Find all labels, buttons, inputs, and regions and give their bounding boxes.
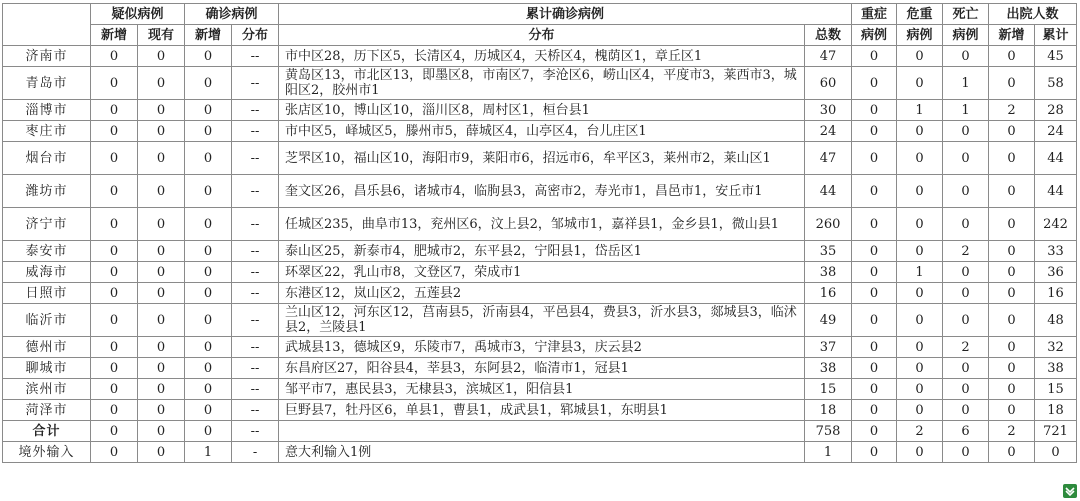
cell-dist: 张店区10，博山区10，淄川区8，周村区1，桓台县1 — [279, 100, 805, 121]
cell-death: 0 — [943, 121, 989, 142]
cell-dist: 东昌府区27，阳谷县4，莘县3，东阿县2，临清市1，冠县1 — [279, 358, 805, 379]
cell-severe: 0 — [852, 262, 897, 283]
cell-sus-new: 0 — [91, 100, 138, 121]
cell-conf-dist: -- — [232, 304, 279, 337]
cell-dis-cum: 32 — [1035, 337, 1077, 358]
cell-conf-new: 0 — [185, 337, 232, 358]
cell-total: 49 — [805, 304, 852, 337]
cell-conf-new: 0 — [185, 142, 232, 175]
cell-death: 0 — [943, 379, 989, 400]
cell-death: 1 — [943, 100, 989, 121]
cell-total: 1 — [805, 442, 852, 463]
cell-death: 0 — [943, 175, 989, 208]
cell-dist: 黄岛区13，市北区13，即墨区8，市南区7，李沧区6，崂山区4，平度市3，莱西市3，城阳区2，胶州市1 — [279, 67, 805, 100]
cell-sus-new: 0 — [91, 421, 138, 442]
cell-dis-new: 0 — [989, 442, 1035, 463]
cell-sus-new: 0 — [91, 46, 138, 67]
cell-dis-cum: 44 — [1035, 175, 1077, 208]
cell-conf-dist: -- — [232, 142, 279, 175]
cell-conf-new: 0 — [185, 208, 232, 241]
table-row — [3, 241, 1077, 262]
cell-dis-new: 0 — [989, 208, 1035, 241]
table-row — [3, 67, 1077, 100]
cell-city: 济南市 — [3, 46, 91, 67]
cell-dis-new: 0 — [989, 400, 1035, 421]
cell-severe: 0 — [852, 337, 897, 358]
cell-sus-new: 0 — [91, 241, 138, 262]
cell-city: 济宁市 — [3, 208, 91, 241]
header-suspected: 疑似病例 — [91, 4, 185, 25]
cell-sus-cur: 0 — [138, 358, 185, 379]
cell-sus-cur: 0 — [138, 67, 185, 100]
cell-conf-new: 0 — [185, 46, 232, 67]
cell-total: 37 — [805, 337, 852, 358]
sub-cum-total: 总数 — [805, 25, 852, 46]
cell-conf-new: 0 — [185, 358, 232, 379]
cell-dist: 市中区5，峄城区5，滕州市5，薛城区4，山亭区4，台儿庄区1 — [279, 121, 805, 142]
cell-critical: 2 — [897, 421, 943, 442]
cell-dis-new: 2 — [989, 421, 1035, 442]
cell-death: 0 — [943, 262, 989, 283]
cell-dis-cum: 36 — [1035, 262, 1077, 283]
cell-city: 烟台市 — [3, 142, 91, 175]
sub-cum-dist: 分布 — [279, 25, 805, 46]
cell-severe: 0 — [852, 121, 897, 142]
cell-conf-new: 0 — [185, 100, 232, 121]
table-row — [3, 379, 1077, 400]
cell-dis-cum: 28 — [1035, 100, 1077, 121]
cell-dist: 奎文区26，昌乐县6，诸城市4，临朐县3，高密市2，寿光市1，昌邑市1，安丘市1 — [279, 175, 805, 208]
cell-dis-cum: 48 — [1035, 304, 1077, 337]
cell-death: 0 — [943, 46, 989, 67]
cell-death: 0 — [943, 400, 989, 421]
cell-sus-new: 0 — [91, 262, 138, 283]
cell-conf-new: 0 — [185, 400, 232, 421]
cell-conf-dist: -- — [232, 400, 279, 421]
cell-dis-cum: 38 — [1035, 358, 1077, 379]
header-confirmed: 确诊病例 — [185, 4, 279, 25]
cell-city: 合计 — [3, 421, 91, 442]
cell-sus-cur: 0 — [138, 379, 185, 400]
cell-total: 260 — [805, 208, 852, 241]
cell-conf-new: 0 — [185, 67, 232, 100]
cell-severe: 0 — [852, 400, 897, 421]
cell-critical: 0 — [897, 283, 943, 304]
cell-sus-new: 0 — [91, 175, 138, 208]
cell-death: 0 — [943, 142, 989, 175]
cell-sus-cur: 0 — [138, 442, 185, 463]
table-row — [3, 121, 1077, 142]
corner-badge-icon — [1063, 484, 1077, 498]
cell-conf-dist: -- — [232, 46, 279, 67]
cell-death: 1 — [943, 67, 989, 100]
table-row — [3, 175, 1077, 208]
cell-sus-new: 0 — [91, 337, 138, 358]
table-row — [3, 283, 1077, 304]
cell-conf-dist: - — [232, 442, 279, 463]
cell-death: 0 — [943, 283, 989, 304]
cell-death: 0 — [943, 442, 989, 463]
cell-dis-cum: 45 — [1035, 46, 1077, 67]
cell-total: 15 — [805, 379, 852, 400]
cell-city: 聊城市 — [3, 358, 91, 379]
cell-conf-dist: -- — [232, 421, 279, 442]
header-row-top — [3, 4, 1077, 25]
cell-dis-cum: 721 — [1035, 421, 1077, 442]
cell-critical: 0 — [897, 46, 943, 67]
header-cumulative: 累计确诊病例 — [279, 4, 852, 25]
cell-severe: 0 — [852, 208, 897, 241]
cell-critical: 0 — [897, 304, 943, 337]
cell-dis-cum: 15 — [1035, 379, 1077, 400]
cell-sus-new: 0 — [91, 121, 138, 142]
cell-severe: 0 — [852, 283, 897, 304]
cell-dis-new: 0 — [989, 379, 1035, 400]
sub-severe: 病例 — [852, 25, 897, 46]
cell-city: 泰安市 — [3, 241, 91, 262]
sub-conf-new: 新增 — [185, 25, 232, 46]
cell-sus-new: 0 — [91, 400, 138, 421]
cell-total: 47 — [805, 142, 852, 175]
table-row — [3, 358, 1077, 379]
cell-total: 24 — [805, 121, 852, 142]
cell-conf-new: 0 — [185, 379, 232, 400]
table-row — [3, 337, 1077, 358]
cell-severe: 0 — [852, 442, 897, 463]
cell-dis-cum: 58 — [1035, 67, 1077, 100]
cell-sus-new: 0 — [91, 379, 138, 400]
cell-critical: 0 — [897, 175, 943, 208]
cell-sus-cur: 0 — [138, 337, 185, 358]
cell-critical: 0 — [897, 208, 943, 241]
cell-conf-dist: -- — [232, 121, 279, 142]
cell-critical: 0 — [897, 121, 943, 142]
cell-sus-cur: 0 — [138, 283, 185, 304]
cell-conf-new: 0 — [185, 121, 232, 142]
cell-dist: 武城县13，德城区9，乐陵市7，禹城市3，宁津县3，庆云县2 — [279, 337, 805, 358]
cell-dis-new: 0 — [989, 304, 1035, 337]
cell-critical: 1 — [897, 262, 943, 283]
cell-city: 德州市 — [3, 337, 91, 358]
cell-dis-new: 0 — [989, 142, 1035, 175]
cell-total: 758 — [805, 421, 852, 442]
header-severe: 重症 — [852, 4, 897, 25]
cell-dis-new: 0 — [989, 175, 1035, 208]
cell-critical: 0 — [897, 142, 943, 175]
cell-severe: 0 — [852, 358, 897, 379]
cell-sus-cur: 0 — [138, 100, 185, 121]
cell-critical: 0 — [897, 400, 943, 421]
cell-death: 0 — [943, 358, 989, 379]
cell-dist: 巨野县7，牡丹区6，单县1，曹县1，成武县1，郓城县1，东明县1 — [279, 400, 805, 421]
sub-death: 病例 — [943, 25, 989, 46]
cell-death: 0 — [943, 208, 989, 241]
covid-stats-table — [2, 3, 1077, 463]
cell-conf-new: 0 — [185, 262, 232, 283]
cell-dis-new: 0 — [989, 67, 1035, 100]
cell-dis-new: 0 — [989, 283, 1035, 304]
table-row — [3, 100, 1077, 121]
cell-conf-new: 0 — [185, 304, 232, 337]
cell-sus-cur: 0 — [138, 304, 185, 337]
cell-conf-dist: -- — [232, 241, 279, 262]
cell-total: 30 — [805, 100, 852, 121]
cell-severe: 0 — [852, 421, 897, 442]
cell-city: 潍坊市 — [3, 175, 91, 208]
sub-dis-new: 新增 — [989, 25, 1035, 46]
cell-dist: 泰山区25，新泰市4，肥城市2，东平县2，宁阳县1，岱岳区1 — [279, 241, 805, 262]
cell-sus-new: 0 — [91, 283, 138, 304]
cell-dis-cum: 0 — [1035, 442, 1077, 463]
cell-total: 38 — [805, 358, 852, 379]
header-city — [3, 4, 91, 46]
cell-death: 2 — [943, 337, 989, 358]
cell-total: 18 — [805, 400, 852, 421]
cell-dist: 东港区12，岚山区2，五莲县2 — [279, 283, 805, 304]
table-body — [3, 46, 1077, 463]
cell-sus-new: 0 — [91, 304, 138, 337]
cell-dis-new: 0 — [989, 241, 1035, 262]
cell-city: 日照市 — [3, 283, 91, 304]
cell-dis-new: 0 — [989, 121, 1035, 142]
cell-dist: 市中区28，历下区5，长清区4，历城区4，天桥区4，槐荫区1，章丘区1 — [279, 46, 805, 67]
cell-dis-cum: 16 — [1035, 283, 1077, 304]
cell-total: 60 — [805, 67, 852, 100]
cell-death: 2 — [943, 241, 989, 262]
cell-dis-cum: 33 — [1035, 241, 1077, 262]
cell-critical: 0 — [897, 241, 943, 262]
cell-dis-new: 0 — [989, 337, 1035, 358]
sub-conf-dist: 分布 — [232, 25, 279, 46]
cell-city: 枣庄市 — [3, 121, 91, 142]
cell-sus-cur: 0 — [138, 400, 185, 421]
cell-severe: 0 — [852, 304, 897, 337]
cell-total: 44 — [805, 175, 852, 208]
cell-conf-new: 0 — [185, 175, 232, 208]
cell-conf-new: 0 — [185, 421, 232, 442]
cell-death: 6 — [943, 421, 989, 442]
sub-dis-cum: 累计 — [1035, 25, 1077, 46]
cell-conf-dist: -- — [232, 208, 279, 241]
cell-critical: 0 — [897, 337, 943, 358]
table-row — [3, 46, 1077, 67]
cell-severe: 0 — [852, 67, 897, 100]
cell-conf-new: 0 — [185, 241, 232, 262]
table-row — [3, 142, 1077, 175]
cell-sus-new: 0 — [91, 142, 138, 175]
cell-total: 16 — [805, 283, 852, 304]
cell-sus-new: 0 — [91, 442, 138, 463]
header-discharged: 出院人数 — [989, 4, 1077, 25]
cell-total: 47 — [805, 46, 852, 67]
cell-sus-cur: 0 — [138, 142, 185, 175]
cell-city: 菏泽市 — [3, 400, 91, 421]
cell-sus-cur: 0 — [138, 46, 185, 67]
cell-city: 境外输入 — [3, 442, 91, 463]
cell-critical: 0 — [897, 358, 943, 379]
cell-conf-dist: -- — [232, 283, 279, 304]
cell-dis-new: 0 — [989, 46, 1035, 67]
table-row — [3, 262, 1077, 283]
cell-conf-dist: -- — [232, 379, 279, 400]
cell-total: 38 — [805, 262, 852, 283]
table-row — [3, 400, 1077, 421]
header-row-sub — [3, 25, 1077, 46]
cell-dis-new: 2 — [989, 100, 1035, 121]
cell-sus-new: 0 — [91, 67, 138, 100]
cell-dis-cum: 24 — [1035, 121, 1077, 142]
cell-dis-cum: 44 — [1035, 142, 1077, 175]
cell-city: 青岛市 — [3, 67, 91, 100]
cell-critical: 0 — [897, 379, 943, 400]
cell-severe: 0 — [852, 175, 897, 208]
cell-dist: 芝罘区10，福山区10，海阳市9，莱阳市6，招远市6，牟平区3，莱州市2，莱山区1 — [279, 142, 805, 175]
cell-conf-dist: -- — [232, 67, 279, 100]
cell-critical: 0 — [897, 442, 943, 463]
cell-dis-cum: 242 — [1035, 208, 1077, 241]
sub-sus-current: 现有 — [138, 25, 185, 46]
table-row — [3, 442, 1077, 463]
cell-dis-new: 0 — [989, 358, 1035, 379]
cell-dist: 兰山区12，河东区12，莒南县5，沂南县4，平邑县4，费县3，沂水县3，郯城县3，临沭县2，兰陵县1 — [279, 304, 805, 337]
cell-sus-cur: 0 — [138, 262, 185, 283]
cell-total: 35 — [805, 241, 852, 262]
cell-sus-cur: 0 — [138, 175, 185, 208]
cell-conf-new: 1 — [185, 442, 232, 463]
cell-sus-cur: 0 — [138, 421, 185, 442]
cell-dist — [279, 421, 805, 442]
cell-death: 0 — [943, 304, 989, 337]
cell-sus-cur: 0 — [138, 241, 185, 262]
cell-conf-dist: -- — [232, 337, 279, 358]
cell-dis-new: 0 — [989, 262, 1035, 283]
cell-conf-dist: -- — [232, 100, 279, 121]
cell-dist: 环翠区22，乳山市8，文登区7，荣成市1 — [279, 262, 805, 283]
cell-conf-dist: -- — [232, 358, 279, 379]
cell-city: 临沂市 — [3, 304, 91, 337]
cell-sus-cur: 0 — [138, 121, 185, 142]
sub-critical: 病例 — [897, 25, 943, 46]
cell-dist: 意大利输入1例 — [279, 442, 805, 463]
cell-dist: 任城区235，曲阜市13，兖州区6，汶上县2，邹城市1，嘉祥县1，金乡县1，微山县1 — [279, 208, 805, 241]
cell-severe: 0 — [852, 46, 897, 67]
cell-city: 威海市 — [3, 262, 91, 283]
cell-critical: 1 — [897, 100, 943, 121]
cell-severe: 0 — [852, 379, 897, 400]
cell-city: 滨州市 — [3, 379, 91, 400]
table-row — [3, 304, 1077, 337]
cell-sus-new: 0 — [91, 208, 138, 241]
cell-severe: 0 — [852, 241, 897, 262]
table-row — [3, 208, 1077, 241]
cell-conf-dist: -- — [232, 175, 279, 208]
cell-city: 淄博市 — [3, 100, 91, 121]
cell-sus-cur: 0 — [138, 208, 185, 241]
cell-conf-dist: -- — [232, 262, 279, 283]
header-death: 死亡 — [943, 4, 989, 25]
cell-critical: 0 — [897, 67, 943, 100]
cell-dis-cum: 18 — [1035, 400, 1077, 421]
cell-sus-new: 0 — [91, 358, 138, 379]
header-critical: 危重 — [897, 4, 943, 25]
cell-dist: 邹平市7，惠民县3，无棣县3，滨城区1，阳信县1 — [279, 379, 805, 400]
cell-severe: 0 — [852, 142, 897, 175]
table-row — [3, 421, 1077, 442]
cell-conf-new: 0 — [185, 283, 232, 304]
cell-severe: 0 — [852, 100, 897, 121]
sub-sus-new: 新增 — [91, 25, 138, 46]
